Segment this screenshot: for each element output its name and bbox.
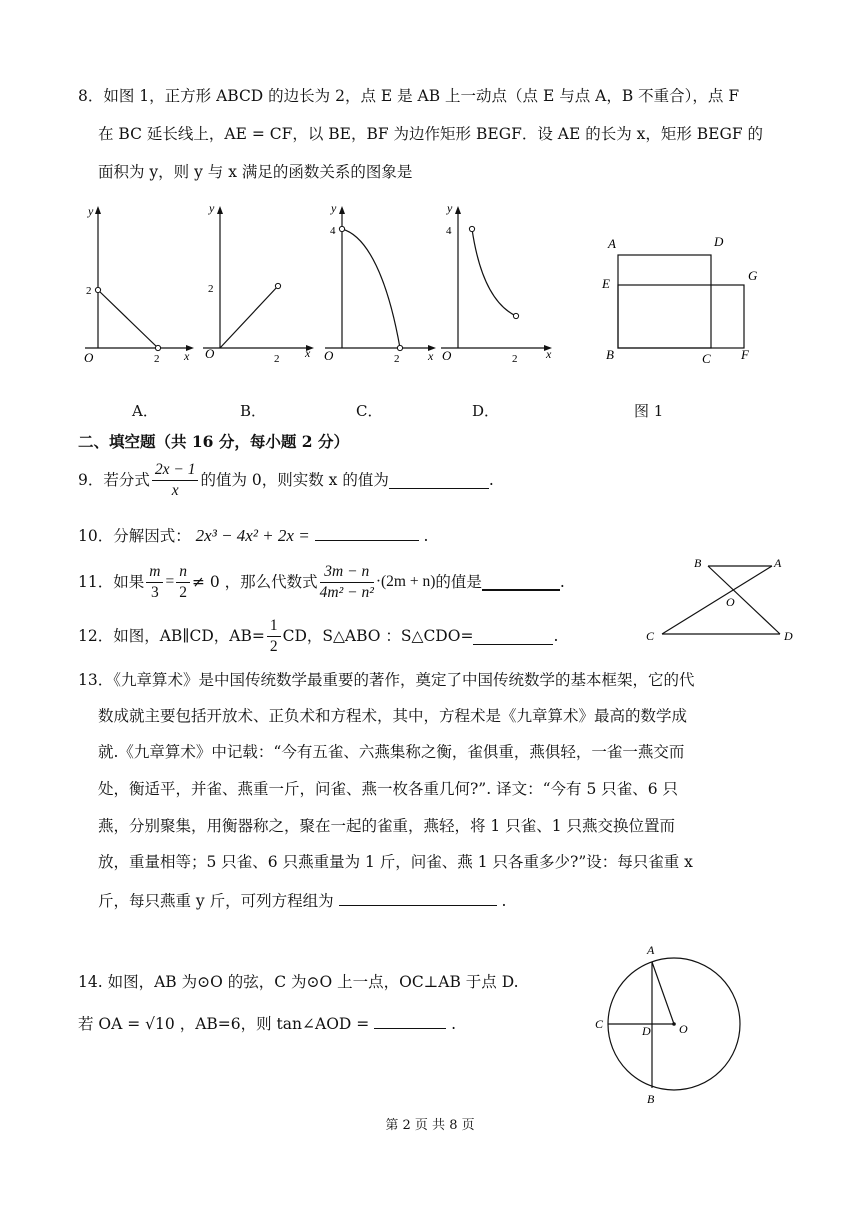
- fig1-label-a: A: [608, 236, 616, 251]
- graph-c-y-label: y: [331, 201, 337, 215]
- fig1-label-b: B: [606, 347, 614, 362]
- graph-a-tick-2-y: 2: [86, 285, 92, 297]
- graph-a-origin: O: [84, 350, 94, 365]
- option-d: D．: [472, 402, 500, 420]
- q10-prefix: 10．分解因式：: [78, 527, 191, 545]
- graph-c-tick-4-y: 4: [330, 225, 336, 237]
- q11-frac-1: [146, 562, 163, 603]
- q12: [78, 612, 558, 660]
- graph-c-x-label: x: [428, 349, 434, 363]
- graph-d-y-label: y: [447, 201, 453, 215]
- graph-d-tick-2-x: 2: [512, 353, 518, 365]
- q14-fig-label-c: C: [595, 1017, 604, 1031]
- q8-line-2: 在 BC 延长线上，AE = CF，以 BE，BF 为边作矩形 BEGF．设 AE 的长为 x，矩形 BEGF 的: [98, 125, 764, 143]
- q10: [78, 524, 428, 546]
- graph-b-tick-2-x: 2: [274, 353, 280, 365]
- q12-mid: CD，S△ABO ：S△CDO=: [282, 627, 474, 645]
- q12-fraction: [267, 616, 281, 657]
- graph-a-tick-2-x: 2: [154, 353, 160, 365]
- q13-line-3: 就.《九章算术》中记载：“今有五雀、六燕集称之衡，雀俱重，燕俱轻，一雀一燕交而: [98, 743, 685, 761]
- q11-frac-1-den: 3: [150, 583, 159, 601]
- q8-line-1: 8．如图 1，正方形 ABCD 的边长为 2，点 E 是 AB 上一动点（点 E 与点 A，B 不重合），点 F: [78, 87, 740, 105]
- graph-c: [320, 200, 445, 370]
- q14-answer-blank[interactable]: [374, 1012, 446, 1029]
- q12-fraction-den: 2: [269, 637, 278, 655]
- graph-c-tick-2-x: 2: [394, 353, 400, 365]
- q14-fig-label-d: D: [642, 1024, 651, 1038]
- q11: [78, 558, 565, 606]
- q14-line-2-text: 若 OA = √10 ，AB=6，则 tan∠AOD =: [78, 1015, 370, 1033]
- fig1-label-d: D: [714, 234, 724, 249]
- q11-frac-3: [320, 562, 374, 603]
- figure-1: [596, 228, 776, 368]
- fig1-label-g: G: [748, 268, 758, 283]
- q11-answer-blank[interactable]: [482, 573, 560, 591]
- q12-fig-label-b: B: [694, 556, 702, 570]
- q11-prefix: 11．如果: [78, 573, 145, 591]
- q8-line-3: 面积为 y，则 y 与 x 满足的函数关系的图象是: [98, 163, 413, 181]
- section-heading: 二、填空题（共 16 分，每小题 2 分）: [78, 432, 349, 451]
- q10-answer-blank[interactable]: [315, 524, 419, 541]
- q13-answer-blank[interactable]: [339, 889, 497, 906]
- q13-end: .: [501, 892, 507, 910]
- q11-frac-2-num: n: [176, 562, 190, 583]
- q13-line-7: [98, 889, 506, 911]
- q12-fig-label-o: O: [726, 595, 735, 609]
- q11-mult: ·(2m + n): [375, 573, 436, 590]
- graph-b-origin: O: [205, 346, 215, 361]
- graph-b-x-label: x: [305, 346, 311, 360]
- q9: [78, 456, 494, 504]
- graph-b-y-label: y: [209, 201, 215, 215]
- q12-fig-label-d: D: [784, 629, 793, 643]
- q13-line-1: 13．《九章算术》是中国传统数学最重要的著作，奠定了中国传统数学的基本框架，它的代: [78, 671, 695, 689]
- option-a: A．: [132, 402, 158, 420]
- graph-b: [198, 200, 323, 370]
- q11-frac-2-den: 2: [179, 583, 187, 601]
- q9-answer-blank[interactable]: [389, 472, 489, 489]
- q11-frac-3-den: 4m² − n²: [319, 583, 374, 601]
- figure-1-caption: 图 1: [634, 402, 664, 420]
- graph-d-x-label: x: [546, 347, 552, 361]
- q12-fig-label-a: A: [774, 556, 782, 570]
- q9-prefix: 9．若分式: [78, 471, 150, 489]
- q9-end: .: [488, 471, 494, 489]
- q13-line-6: 放，重量相等；5 只雀、6 只燕重量为 1 斤，问雀、燕 1 只各重多少?”设：每只雀重 x: [98, 853, 693, 871]
- graph-a-y-label: y: [88, 204, 94, 218]
- q13-line-4: 处，衡适平，并雀、燕重一斤，问雀、燕一枚各重几何?”. 译文：“今有 5 只雀、6 只: [98, 780, 679, 798]
- q11-frac-1-num: m: [146, 562, 163, 583]
- graph-a: [80, 200, 200, 370]
- q11-end: .: [559, 573, 565, 591]
- q9-fraction-den: x: [171, 481, 179, 499]
- q14-end: .: [451, 1015, 457, 1033]
- graph-a-x-label: x: [184, 349, 190, 363]
- q12-fig-label-c: C: [646, 629, 655, 643]
- q14-fig-label-a: A: [647, 943, 655, 957]
- fig1-label-e: E: [602, 276, 610, 291]
- q11-frac-2: [176, 562, 190, 603]
- fig1-label-f: F: [741, 347, 749, 362]
- q14-fig-label-b: B: [647, 1092, 655, 1106]
- q10-expr: 2x³ − 4x² + 2x =: [195, 526, 310, 545]
- option-b: B．: [240, 402, 267, 420]
- graph-d-origin: O: [442, 348, 452, 363]
- q14-line-1: 14. 如图，AB 为⊙O 的弦，C 为⊙O 上一点，OC⊥AB 于点 D.: [78, 973, 519, 991]
- q9-fraction-num: 2x − 1: [152, 460, 199, 481]
- q9-fraction: [152, 460, 199, 501]
- graph-d-tick-4-y: 4: [446, 225, 452, 237]
- q13-line-5: 燕，分别聚集，用衡器称之，聚在一起的雀重，燕轻，将 1 只雀、1 只燕交换位置而: [98, 817, 676, 835]
- q12-end: .: [553, 627, 559, 645]
- q11-neq: ≠ 0 ，那么代数式: [191, 573, 318, 591]
- q13-line-7-text: 斤，每只燕重 y 斤，可列方程组为: [98, 892, 334, 910]
- q14-fig-label-o: O: [679, 1022, 688, 1036]
- q13-line-2: 数成就主要包括开放术、正负术和方程术，其中，方程术是《九章算术》最高的数学成: [98, 707, 688, 725]
- q11-frac-3-num: 3m − n: [320, 562, 374, 583]
- q12-fraction-num: 1: [267, 616, 281, 637]
- option-c: C．: [356, 402, 383, 420]
- q12-answer-blank[interactable]: [473, 628, 553, 645]
- page-footer: 第 2 页 共 8 页: [385, 1118, 475, 1133]
- q14-figure: [588, 938, 758, 1110]
- q11-eq: =: [165, 573, 175, 590]
- q14-line-2: [78, 1012, 456, 1034]
- q11-suffix: 的值是: [435, 573, 482, 591]
- q12-figure: [640, 552, 800, 648]
- graph-c-origin: O: [324, 348, 334, 363]
- fig1-label-c: C: [702, 351, 711, 366]
- q9-suffix: 的值为 0，则实数 x 的值为: [200, 471, 389, 489]
- q10-end: .: [423, 527, 429, 545]
- graph-b-tick-2-y: 2: [208, 283, 214, 295]
- graph-d: [436, 200, 561, 370]
- q12-prefix: 12．如图，AB∥CD，AB=: [78, 627, 265, 645]
